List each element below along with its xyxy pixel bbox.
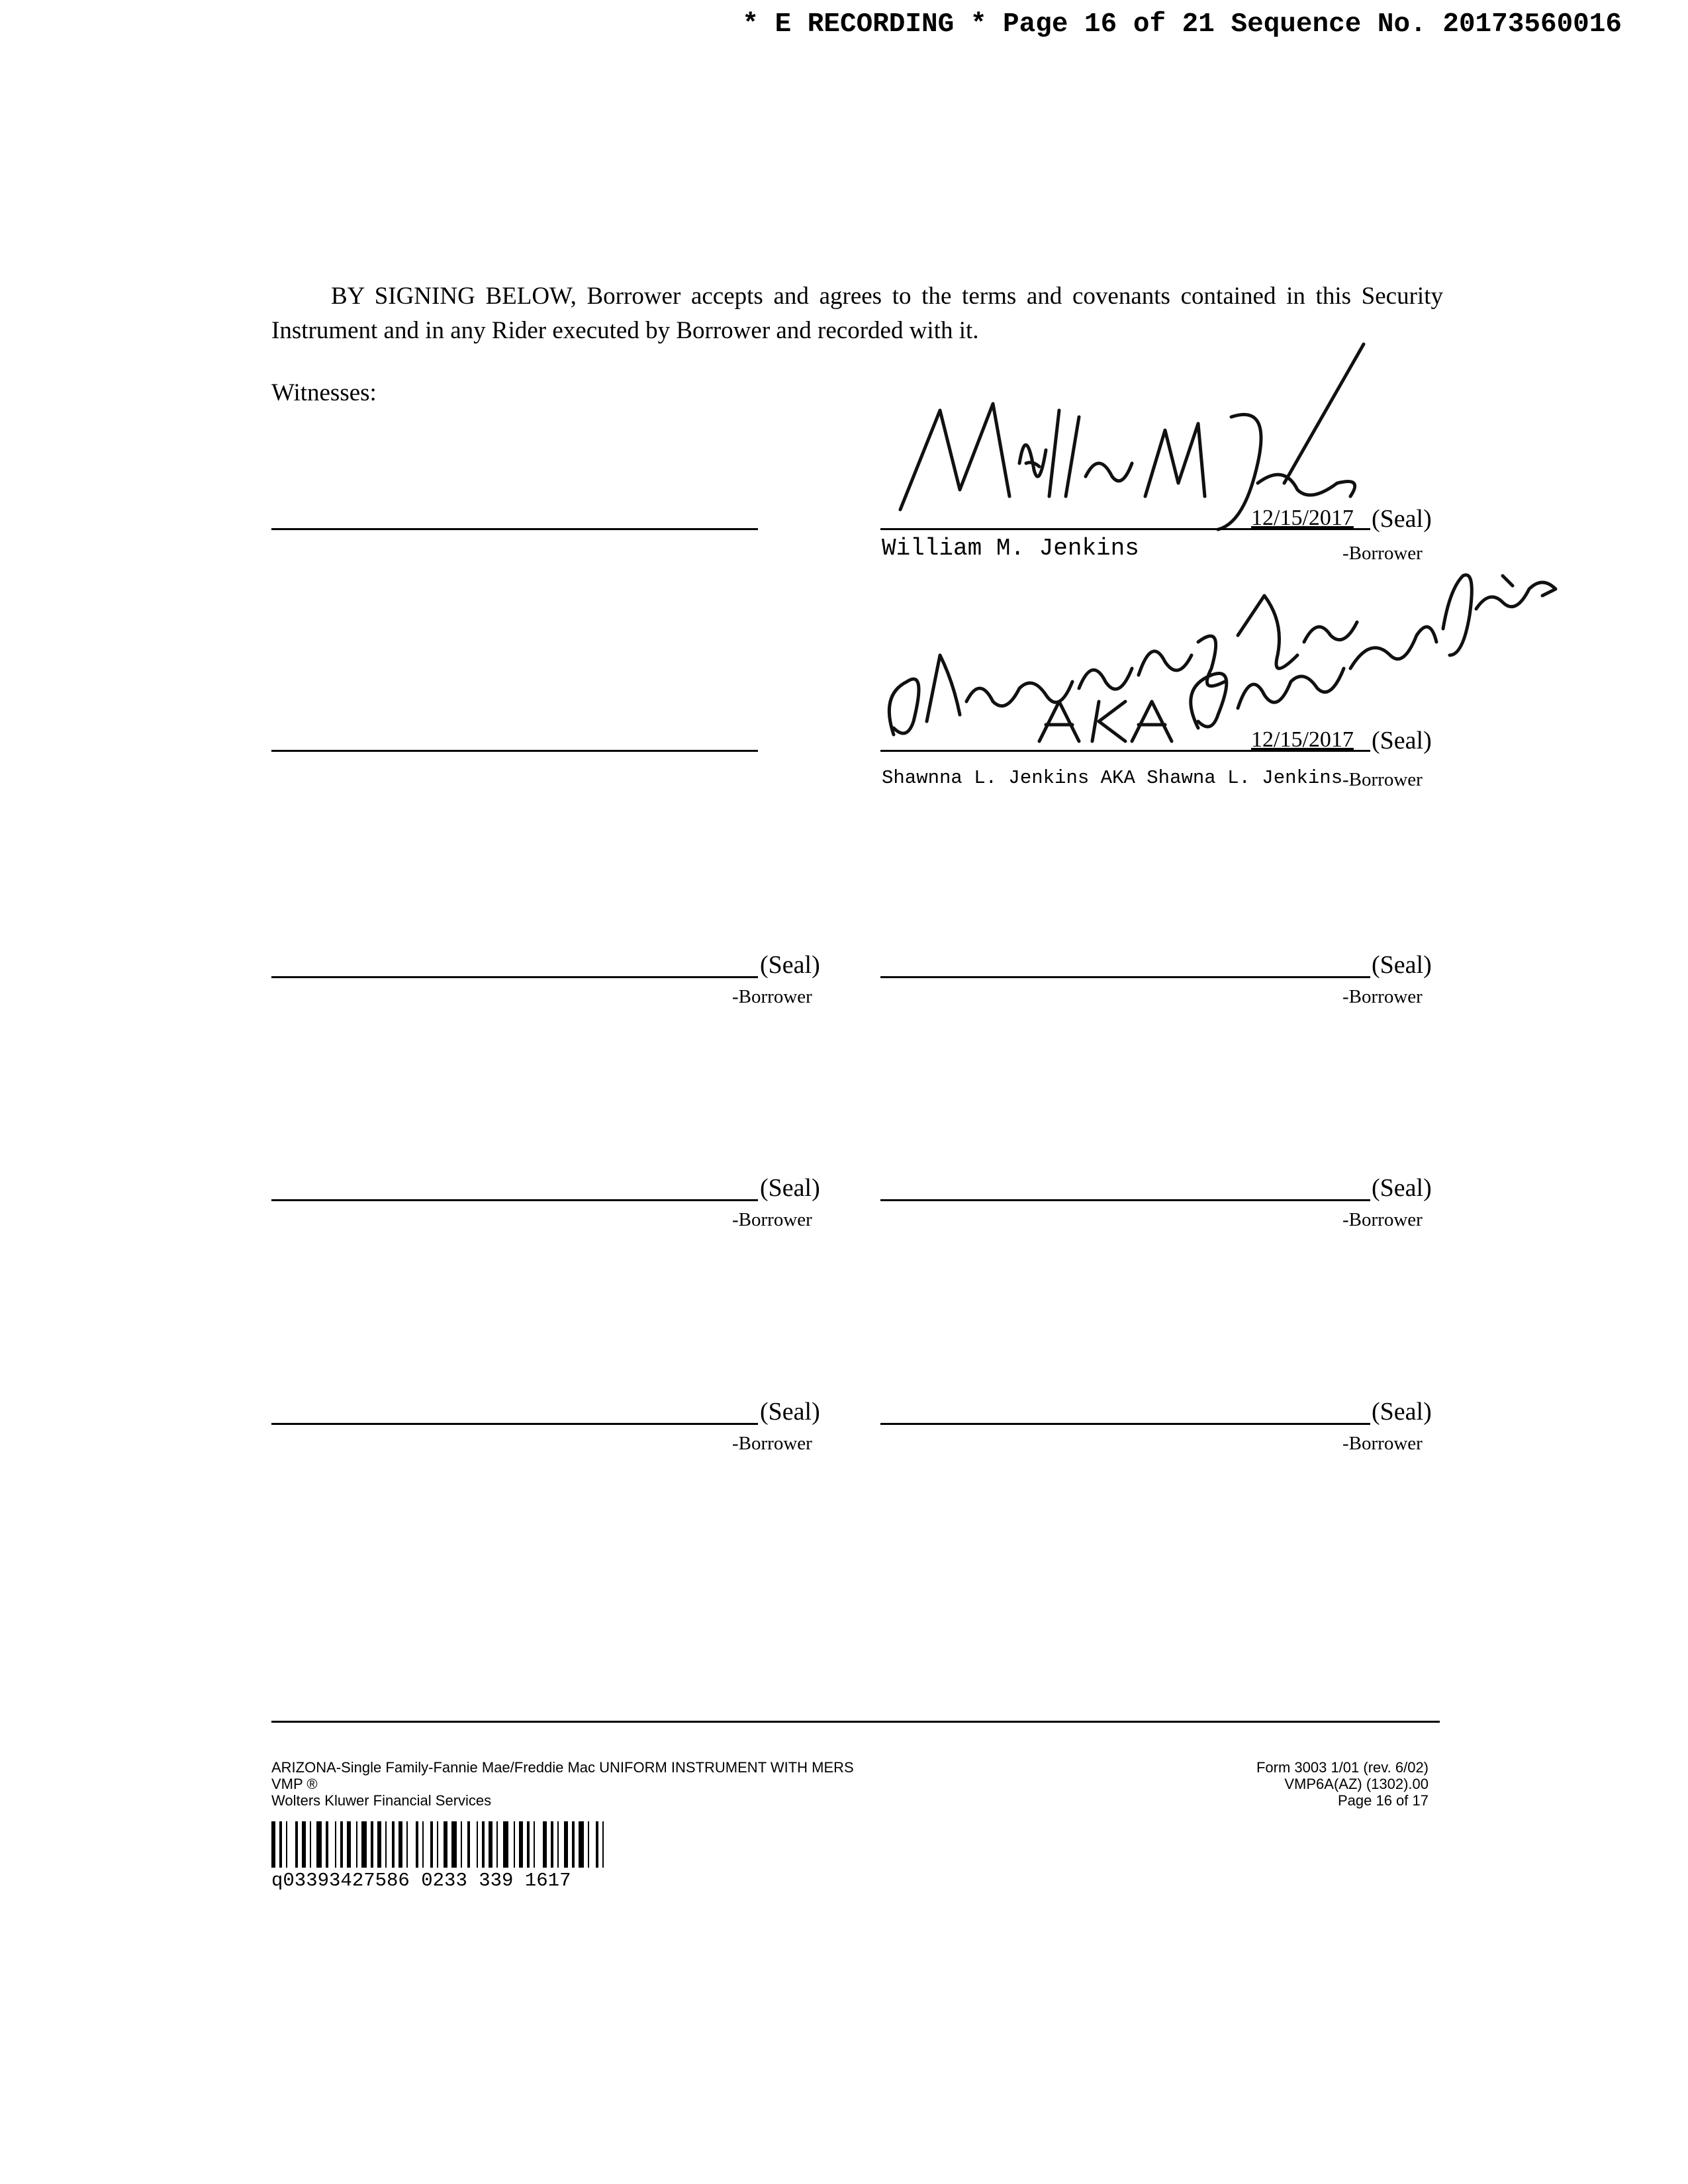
borrower-4-signature-line[interactable] — [880, 976, 1370, 978]
borrower-5-role-label: -Borrower — [732, 1209, 812, 1230]
barcode-bar — [477, 1821, 478, 1868]
barcode-bar — [310, 1821, 311, 1868]
borrower-7-role-label: -Borrower — [732, 1433, 812, 1454]
barcode-bar — [564, 1821, 568, 1868]
barcode-bar — [430, 1821, 433, 1868]
witnesses-label: Witnesses: — [271, 379, 377, 406]
barcode-bar — [286, 1821, 287, 1868]
barcode-bar — [534, 1821, 535, 1868]
borrower-7-seal-label: (Seal) — [760, 1398, 820, 1426]
borrower-3-signature-line[interactable] — [271, 976, 758, 978]
footer-page-label: Page 16 of 17 — [1337, 1792, 1429, 1809]
barcode-bar — [295, 1821, 298, 1868]
barcode-bar — [279, 1821, 282, 1868]
footer-form-info — [1256, 1759, 1429, 1809]
barcode-bar — [572, 1821, 575, 1868]
footer-line-1: ARIZONA-Single Family-Fannie Mae/Freddie Mac UNIFORM INSTRUMENT WITH MERS — [271, 1759, 854, 1776]
barcode-bar — [451, 1821, 457, 1868]
barcode-bar — [302, 1821, 306, 1868]
barcode-bar — [579, 1821, 584, 1868]
borrower-8-seal-label: (Seal) — [1372, 1398, 1432, 1426]
borrower-2-typed-name: Shawnna L. Jenkins AKA Shawna L. Jenkins — [882, 767, 1343, 789]
barcode-bar — [519, 1821, 523, 1868]
borrower-4-seal-label: (Seal) — [1372, 951, 1432, 979]
barcode-bar — [514, 1821, 515, 1868]
barcode-bar — [557, 1821, 559, 1868]
borrower-3-role-label: -Borrower — [732, 986, 812, 1007]
barcode-bar — [316, 1821, 322, 1868]
footer-line-3: Wolters Kluwer Financial Services — [271, 1792, 492, 1809]
barcode-bar — [503, 1821, 508, 1868]
footer-line-2: VMP ® — [271, 1776, 318, 1792]
barcode-image — [271, 1821, 728, 1868]
barcode-bar — [551, 1821, 553, 1868]
barcode-bar — [602, 1821, 604, 1868]
barcode-bar — [496, 1821, 498, 1868]
footer-divider — [271, 1721, 1440, 1723]
barcode-number: q03393427586 0233 339 1617 — [271, 1870, 571, 1891]
barcode-bar — [482, 1821, 485, 1868]
barcode-bar — [377, 1821, 381, 1868]
witness-line-1[interactable] — [271, 528, 758, 530]
barcode-bar — [416, 1821, 418, 1868]
barcode-bar — [422, 1821, 424, 1868]
borrower-8-role-label: -Borrower — [1342, 1433, 1423, 1454]
barcode-bar — [385, 1821, 387, 1868]
barcode-bar — [527, 1821, 530, 1868]
barcode-bar — [596, 1821, 598, 1868]
borrower-2-seal-label: (Seal) — [1372, 727, 1432, 754]
barcode-bar — [326, 1821, 328, 1868]
barcode-bar — [340, 1821, 343, 1868]
barcode-bar — [347, 1821, 351, 1868]
barcode-bar — [467, 1821, 470, 1868]
signing-statement-text: BY SIGNING BELOW, Borrower accepts and agrees to the terms and covenants contained in this Security Instrument and in any Rider executed by Borrower and recorded with it. — [271, 283, 1443, 344]
barcode-bar — [461, 1821, 462, 1868]
barcode-bar — [437, 1821, 438, 1868]
borrower-2-date: 12/15/2017 — [1251, 727, 1354, 752]
barcode-bar — [489, 1821, 492, 1868]
barcode-bar — [371, 1821, 373, 1868]
borrower-4-role-label: -Borrower — [1342, 986, 1423, 1007]
footer-form-number: Form 3003 1/01 (rev. 6/02) — [1256, 1759, 1429, 1776]
borrower-7-signature-line[interactable] — [271, 1423, 758, 1425]
recording-header: * E RECORDING * Page 16 of 21 Sequence No. 20173560016 — [742, 9, 1622, 40]
barcode-bar — [444, 1821, 447, 1868]
footer-form-description — [271, 1759, 854, 1809]
borrower-3-seal-label: (Seal) — [760, 951, 820, 979]
borrower-5-seal-label: (Seal) — [760, 1174, 820, 1202]
borrower-6-seal-label: (Seal) — [1372, 1174, 1432, 1202]
borrower-1-typed-name: William M. Jenkins — [882, 535, 1139, 562]
barcode-bar — [392, 1821, 395, 1868]
barcode-bar — [543, 1821, 547, 1868]
borrower-1-seal-label: (Seal) — [1372, 505, 1432, 533]
witness-line-2[interactable] — [271, 750, 758, 752]
borrower-6-signature-line[interactable] — [880, 1199, 1370, 1201]
barcode-bar — [588, 1821, 589, 1868]
borrower-5-signature-line[interactable] — [271, 1199, 758, 1201]
footer-form-code: VMP6A(AZ) (1302).00 — [1284, 1776, 1429, 1792]
borrower-1-date: 12/15/2017 — [1251, 506, 1354, 530]
barcode-bar — [271, 1821, 275, 1868]
borrower-8-signature-line[interactable] — [880, 1423, 1370, 1425]
barcode-bar — [406, 1821, 408, 1868]
barcode-bar — [356, 1821, 357, 1868]
signing-statement — [271, 279, 1443, 348]
barcode-bar — [399, 1821, 402, 1868]
barcode-bar — [361, 1821, 367, 1868]
borrower-2-role-label: -Borrower — [1342, 769, 1423, 790]
borrower-6-role-label: -Borrower — [1342, 1209, 1423, 1230]
barcode-bar — [335, 1821, 336, 1868]
borrower-1-role-label: -Borrower — [1342, 543, 1423, 564]
